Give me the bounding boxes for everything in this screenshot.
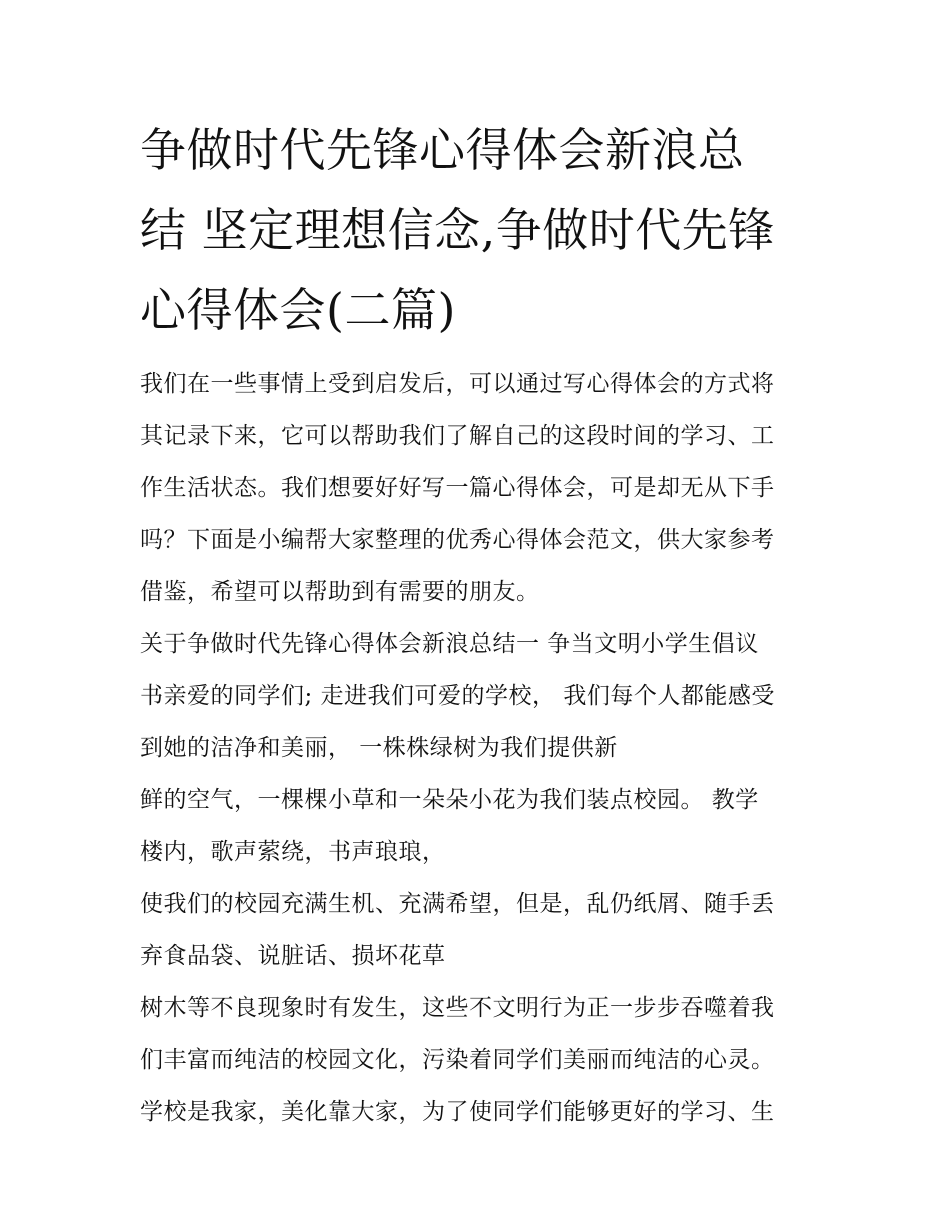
body-line: 作生活状态。我们想要好好写一篇心得体会，可是却无从下手: [140, 475, 775, 501]
body-line: 到她的洁净和美丽， 一株株绿树为我们提供新: [140, 735, 618, 761]
body-line: 关于争做时代先锋心得体会新浪总结一 争当文明小学生倡议: [140, 631, 759, 657]
body-line: 我们在一些事情上受到启发后，可以通过写心得体会的方式将: [140, 371, 775, 397]
body-line: 吗？下面是小编帮大家整理的优秀心得体会范文，供大家参考: [140, 527, 775, 553]
body-line: 学校是我家，美化靠大家，为了使同学们能够更好的学习、生: [140, 1099, 775, 1125]
title-line: 结 坚定理想信念,争做时代先锋: [140, 203, 775, 257]
body-line: 鲜的空气，一棵棵小草和一朵朵小花为我们装点校园。 教学: [140, 787, 759, 813]
body-line: 们丰富而纯洁的校园文化，污染着同学们美丽而纯洁的心灵。: [140, 1047, 775, 1073]
document-body: [140, 358, 820, 1138]
body-line: 楼内，歌声萦绕，书声琅琅，: [140, 839, 446, 865]
body-line: 其记录下来，它可以帮助我们了解自己的这段时间的学习、工: [140, 423, 775, 449]
body-line: 书亲爱的同学们; 走进我们可爱的学校， 我们每个人都能感受: [140, 683, 775, 709]
body-line: 借鉴，希望可以帮助到有需要的朋友。: [140, 579, 540, 605]
body-line: 树木等不良现象时有发生，这些不文明行为正一步步吞噬着我: [140, 995, 775, 1021]
document-title: [140, 110, 820, 350]
title-line: 争做时代先锋心得体会新浪总: [140, 123, 745, 177]
document-content: [140, 110, 820, 1138]
body-line: 弃食品袋、说脏话、损坏花草: [140, 943, 446, 969]
title-line: 心得体会(二篇): [140, 283, 456, 337]
body-line: 使我们的校园充满生机、充满希望，但是，乱仍纸屑、随手丢: [140, 891, 775, 917]
